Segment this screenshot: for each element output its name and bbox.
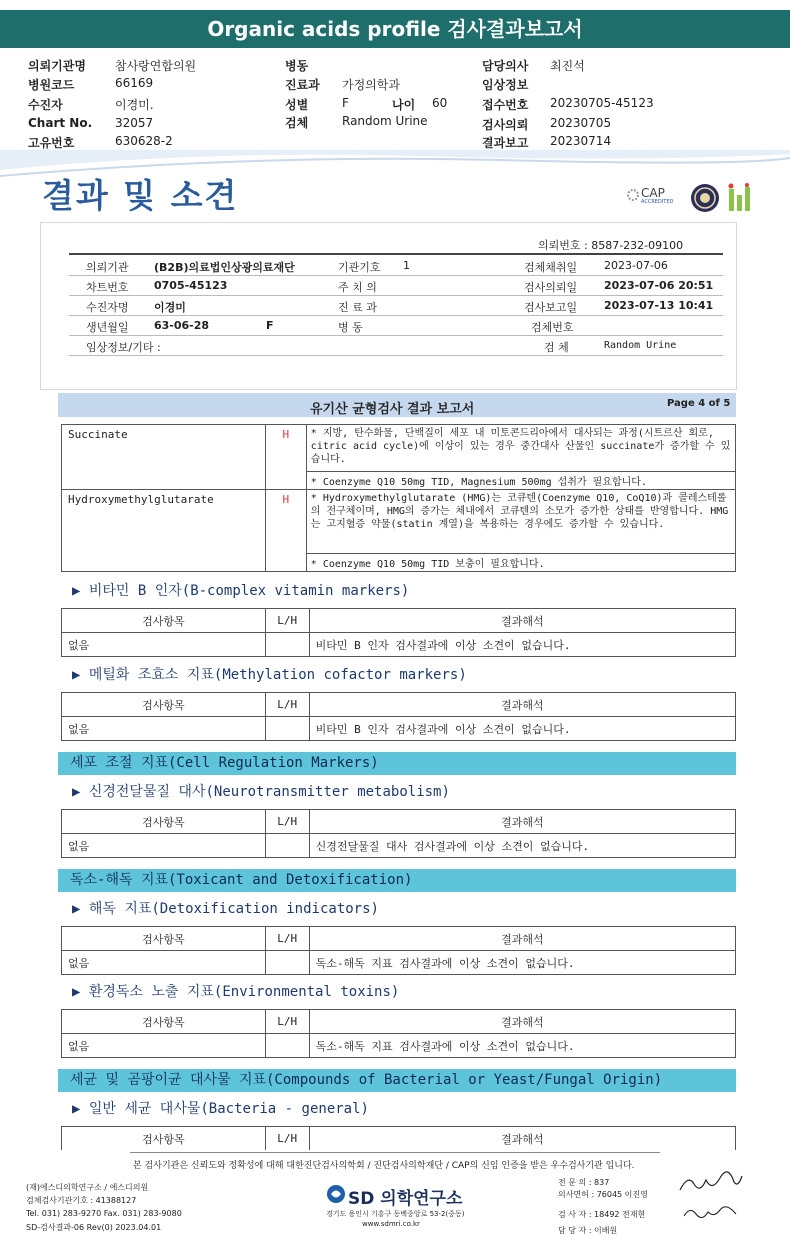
footer-address: 경기도 용인시 기흥구 동백중앙로 53-2(중동) [326, 1210, 465, 1218]
req-value-specimen: Random Urine [604, 340, 677, 351]
flag-succinate: H [265, 425, 306, 490]
table-row: 없음 독소-해독 지표 검사결과에 이상 소견이 없습니다. [62, 1034, 736, 1058]
footer-notice: 본 검사기관은 신뢰도와 정확성에 대해 대한진단검사의학회 / 진단검사의학재단 / CAP의 신임 인증을 받은 우수검사기관 입니다. [133, 1161, 635, 1171]
value-patient: 이경미. [115, 98, 154, 112]
req-label-chart: 차트번호 [86, 281, 129, 294]
req-value-collect: 2023-07-06 [604, 259, 668, 272]
seal-logo [690, 183, 720, 213]
req-value-chart: 0705-45123 [154, 279, 228, 292]
req-value-institution: (B2B)의료법인상광의료재단 [154, 261, 295, 274]
table-header-row: 검사항목 L/H 결과해석 [62, 810, 736, 834]
footer-tester: 검 사 자 : 18492 전재현 [558, 1210, 646, 1219]
req-value-name: 이경미 [154, 301, 186, 314]
table-row [62, 490, 736, 554]
section-title-detox: ▶ 해독 지표(Detoxification indicators) [72, 901, 379, 917]
table-header-row: 검사항목 L/H 결과해석 [62, 1127, 736, 1151]
table-row: 없음 신경전달물질 대사 검사결과에 이상 소견이 없습니다. [62, 834, 736, 858]
section-title-methylation: ▶ 메틸화 조효소 지표(Methylation cofactor markers) [72, 667, 467, 683]
report-title: 유기산 균형검사 결과 보고서 [310, 402, 475, 417]
req-value-sex: F [266, 319, 274, 332]
value-chart-no: 32057 [115, 116, 154, 130]
table-row [62, 425, 736, 472]
req-label-report: 검사보고일 [524, 301, 578, 314]
label-institution: 의뢰기관명 [28, 59, 86, 73]
footer-website: www.sdmri.co.kr [362, 1220, 420, 1228]
report-header: Organic acids profile 검사결과보고서 [0, 10, 790, 48]
table-row: 없음 비타민 B 인자 검사결과에 이상 소견이 없습니다. [62, 633, 736, 657]
desc-succinate: * 지방, 탄수화물, 단백질이 세포 내 미토콘드리아에서 대사되는 과정(시트르산 회로, citric acid cycle)에 이상이 있는 경우 중간대사 산물인 succinate가 증가할 수 있습니다. [306, 425, 735, 472]
value-age: 60 [432, 96, 448, 110]
label-ward: 병동 [285, 59, 309, 73]
table-header-row: 검사항목 L/H 결과해석 [62, 609, 736, 633]
footer-form-id: SD-검사결과-06 Rev(0) 2023.04.01 [26, 1223, 162, 1232]
value-report-date: 20230714 [550, 134, 612, 148]
label-patient: 수진자 [28, 98, 63, 112]
section-title-bacteria-general: ▶ 일반 세균 대사물(Bacteria - general) [72, 1101, 369, 1117]
section-title-b-complex: ▶ 비타민 B 인자(B-complex vitamin markers) [72, 583, 410, 599]
cap-logo: CAP ACCREDITED [626, 186, 686, 210]
value-sex: F [342, 96, 349, 110]
environmental-table [61, 1009, 736, 1058]
category-toxicant: 독소-해독 지표(Toxicant and Detoxification) [58, 869, 736, 892]
req-label-code: 기관기호 [338, 261, 381, 274]
label-request-date: 검사의뢰 [482, 118, 529, 132]
table-header-row: 검사항목 L/H 결과해석 [62, 693, 736, 717]
marker-detail-table [61, 424, 736, 572]
marker-name-hmg: Hydroxymethylglutarate [62, 490, 266, 572]
results-title: 결과 및 소견 [42, 176, 239, 215]
sd-logo-icon [326, 1184, 346, 1204]
label-doctor: 담당의사 [482, 59, 529, 73]
footer-org: (재)에스디의학연구소 / 에스디의원 [26, 1183, 149, 1192]
req-label-clinical: 임상정보/기타 : [86, 341, 161, 354]
marker-name-succinate: Succinate [62, 425, 266, 490]
label-chart-no: Chart No. [28, 116, 93, 130]
label-hospital-code: 병원코드 [28, 78, 75, 92]
table-header-row: 검사항목 L/H 결과해석 [62, 927, 736, 951]
value-department: 가정의학과 [342, 78, 400, 92]
neurotransmitter-table [61, 809, 736, 858]
footer-license: 의사면허 : 76045 이진영 [558, 1190, 648, 1199]
label-receipt-no: 접수번호 [482, 98, 529, 112]
value-unique-no: 630628-2 [115, 134, 173, 148]
label-specimen: 검체 [285, 116, 309, 130]
detox-table [61, 926, 736, 975]
value-institution: 참사랑연합의원 [115, 59, 197, 73]
req-value-report: 2023-07-13 10:41 [604, 299, 714, 312]
table-row: 없음 비타민 B 인자 검사결과에 이상 소견이 없습니다. [62, 717, 736, 741]
request-info-box [40, 222, 737, 390]
footer-specialist: 전 문 의 : 837 [558, 1178, 610, 1187]
req-label-dept: 진 료 과 [338, 301, 377, 314]
label-age: 나이 [392, 98, 416, 112]
req-label-ward: 병 동 [338, 321, 363, 334]
value-doctor: 최진석 [550, 59, 585, 73]
req-label-name: 수진자명 [86, 301, 129, 314]
value-hospital-code: 66169 [115, 76, 154, 90]
signature-1 [676, 1170, 746, 1196]
label-clinical: 임상정보 [482, 78, 529, 92]
req-label-specimen-no: 검체번호 [531, 321, 574, 334]
signature-2 [680, 1202, 744, 1222]
value-receipt-no: 20230705-45123 [550, 96, 654, 110]
req-label-doctor: 주 치 의 [338, 281, 377, 294]
footer-contact: Tel. 031) 283-9270 Fax. 031) 283-9080 [26, 1209, 182, 1218]
table-header-row: 검사항목 L/H 결과해석 [62, 1010, 736, 1034]
b-complex-table [61, 608, 736, 657]
table-row: 없음 독소-해독 지표 검사결과에 이상 소견이 없습니다. [62, 951, 736, 975]
label-unique-no: 고유번호 [28, 136, 75, 150]
lab-logo [726, 183, 752, 213]
footer-code: 검체검사기관기호 : 41388127 [26, 1196, 137, 1205]
req-value-request: 2023-07-06 20:51 [604, 279, 714, 292]
report-title-bar [58, 393, 736, 417]
request-no: 8587-232-09100 [591, 239, 684, 252]
flag-hmg: H [265, 490, 306, 572]
bacteria-table [61, 1126, 736, 1151]
req-value-birth: 63-06-28 [154, 319, 210, 332]
footer-manager: 담 당 자 : 이배원 [558, 1226, 618, 1235]
req-label-specimen: 검 체 [544, 341, 569, 354]
category-cell-regulation: 세포 조절 지표(Cell Regulation Markers) [58, 752, 736, 775]
section-title-neurotransmitter: ▶ 신경전달물질 대사(Neurotransmitter metabolism) [72, 784, 450, 800]
desc-hmg: * Hydroxymethylglutarate (HMG)는 코큐텐(Coenzyme Q10, CoQ10)과 콜레스테롤의 전구체이며, HMG의 증가는 체내에서 코큐텐의 소모가 증가한 상태를 반영합니다. HMG는 고지혈증 약물(statin 계열)을 복용하는 경우에도 증가할 수 있습니다. [306, 490, 735, 554]
req-label-request: 검사의뢰일 [524, 281, 578, 294]
request-no-label: 의뢰번호 : [538, 239, 588, 252]
section-title-environmental: ▶ 환경독소 노출 지표(Environmental toxins) [72, 984, 400, 1000]
value-specimen: Random Urine [342, 114, 428, 128]
rec-hmg: * Coenzyme Q10 50mg TID 보충이 필요합니다. [306, 554, 735, 572]
label-report-date: 결과보고 [482, 136, 529, 150]
rec-succinate: * Coenzyme Q10 50mg TID, Magnesium 500mg 섭취가 필요합니다. [306, 472, 735, 490]
category-bacterial-fungal: 세균 및 곰팡이균 대사물 지표(Compounds of Bacterial or Yeast/Fungal Origin) [58, 1069, 736, 1092]
req-value-code: 1 [403, 259, 410, 272]
methylation-table [61, 692, 736, 741]
req-label-birth: 생년월일 [86, 321, 129, 334]
label-department: 진료과 [285, 78, 320, 92]
req-label-collect: 검체채취일 [524, 261, 578, 274]
req-label-institution: 의뢰기관 [86, 261, 129, 274]
page-indicator: Page 4 of 5 [667, 398, 731, 409]
label-sex: 성별 [285, 98, 309, 112]
value-request-date: 20230705 [550, 116, 612, 130]
